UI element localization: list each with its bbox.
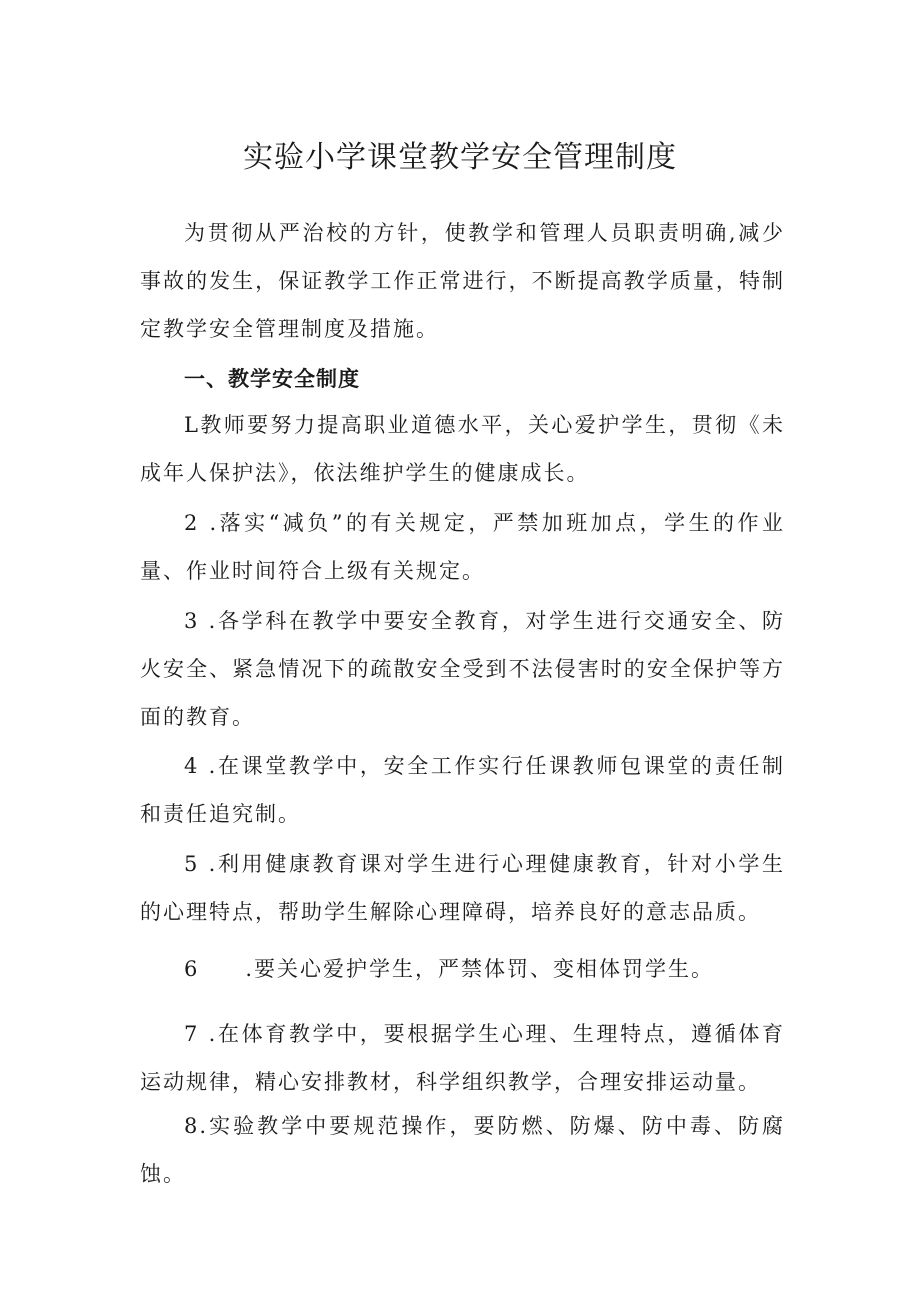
rule-item-5: 5 .利用健康教育课对学生进行心理健康教育，针对小学生的心理特点，帮助学生解除心理障碍，培养良好的意志品质。 [140,852,785,924]
rule-item-2: 2 .落实“减负”的有关规定，严禁加班加点，学生的作业量、作业时间符合上级有关规定。 [140,511,785,583]
rule-item-4: 4 .在课堂教学中，安全工作实行任课教师包课堂的责任制和责任追究制。 [140,754,785,826]
rule-item-7: 7 .在体育教学中，要根据学生心理、生理特点，遵循体育运动规律，精心安排教材，科学组织教学，合理安排运动量。 [140,1022,785,1094]
rule-item-6: 6 .要关心爱护学生，严禁体罚、变相体罚学生。 [184,957,715,981]
intro-paragraph: 为贯彻从严治校的方针，使教学和管理人员职责明确,减少事故的发生，保证教学工作正常进行，不断提高教学质量，特制定教学安全管理制度及措施。 [140,221,785,341]
section-heading: 一、教学安全制度 [184,367,360,391]
rule-item-8: 8.实验教学中要规范操作，要防燃、防爆、防中毒、防腐蚀。 [140,1114,785,1186]
rule-item-3: 3 .各学科在教学中要安全教育，对学生进行交通安全、防火安全、紧急情况下的疏散安全受到不法侵害时的安全保护等方面的教育。 [140,609,785,729]
document-title: 实验小学课堂教学安全管理制度 [243,140,677,175]
rule-item-1: L教师要努力提高职业道德水平，关心爱护学生，贯彻《未 成年人保护法》，依法维护学生的健康成长。 [140,413,785,485]
